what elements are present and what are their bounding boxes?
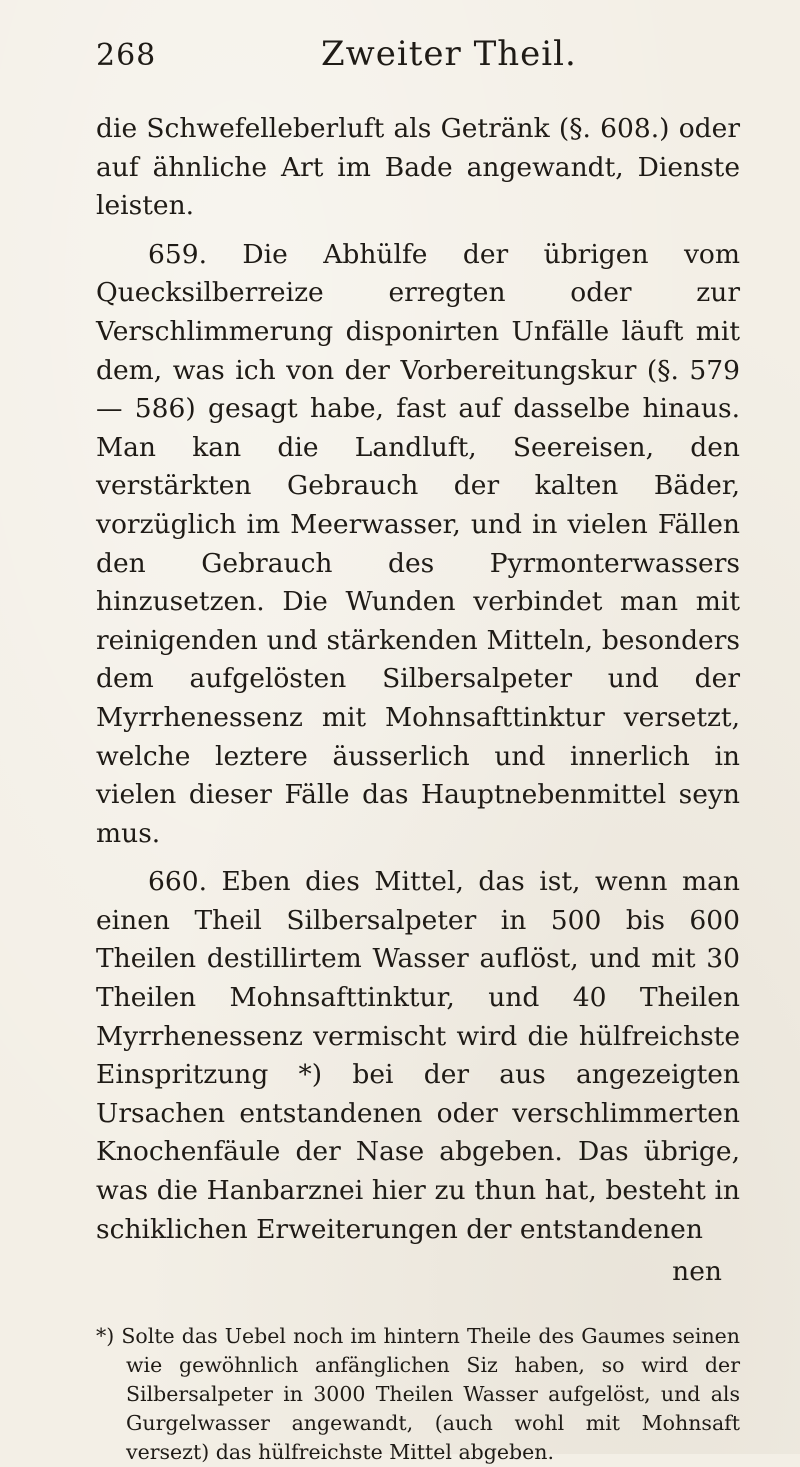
page-header (96, 28, 740, 98)
running-head: Zweiter Theil. (321, 34, 577, 74)
paragraph-660: 660. Eben dies Mittel, das ist, wenn man einen Theil Silbersalpeter in 500 bis 600 Theilen destillirtem Wasser auflöst, und mit 30 Theilen Mohnsafttinktur, und 40 Theilen Myrrhenessenz vermischt wird die hülfreichste Einspritzung *) bei der aus angezeigten Ursachen entstandenen oder verschlimmerten Knochenfäule der Nase abgeben. Das übrige, was die Hanbarznei hier zu thun hat, besteht in schiklichen Erweiterungen der entstandenen (96, 866, 740, 1245)
paragraph-659: 659. Die Abhülfe der übrigen vom Quecksilberreize erregten oder zur Verschlimmerung disponirten Unfälle läuft mit dem, was ich von der Vorbereitungskur (§. 579 — 586) gesagt habe, fast auf dasselbe hinaus. Man kan die Landluft, Seereisen, den verstärkten Gebrauch der kalten Bäder, vorzüglich im Meerwasser, und in vielen Fällen den Gebrauch des Pyrmonterwassers hinzusetzen. Die Wunden verbindet man mit reinigenden und stärkenden Mitteln, besonders dem aufgelösten Silbersalpeter und der Myrrhenessenz mit Mohnsafttinktur versetzt, welche leztere äusserlich und innerlich in vielen dieser Fälle das Hauptnebenmittel seyn mus. (96, 238, 740, 849)
catchword: nen (672, 1256, 722, 1288)
page-number: 268 (96, 38, 157, 73)
body-text (96, 110, 740, 1292)
paragraph-continuation: die Schwefelleberluft als Getränk (§. 608.) oder auf ähnliche Art im Bade angewandt, Dienste leisten. (96, 113, 740, 222)
footnote: *) Solte das Uebel noch im hintern Theile des Gaumes seinen wie gewöhnlich anfänglichen Siz haben, so wird der Silbersalpeter in 3000 Theilen Wasser aufgelöst, und als Gurgelwasser angewandt, (auch wohl mit Mohnsaft versezt) das hülfreichste Mittel abgeben. (96, 1323, 740, 1464)
